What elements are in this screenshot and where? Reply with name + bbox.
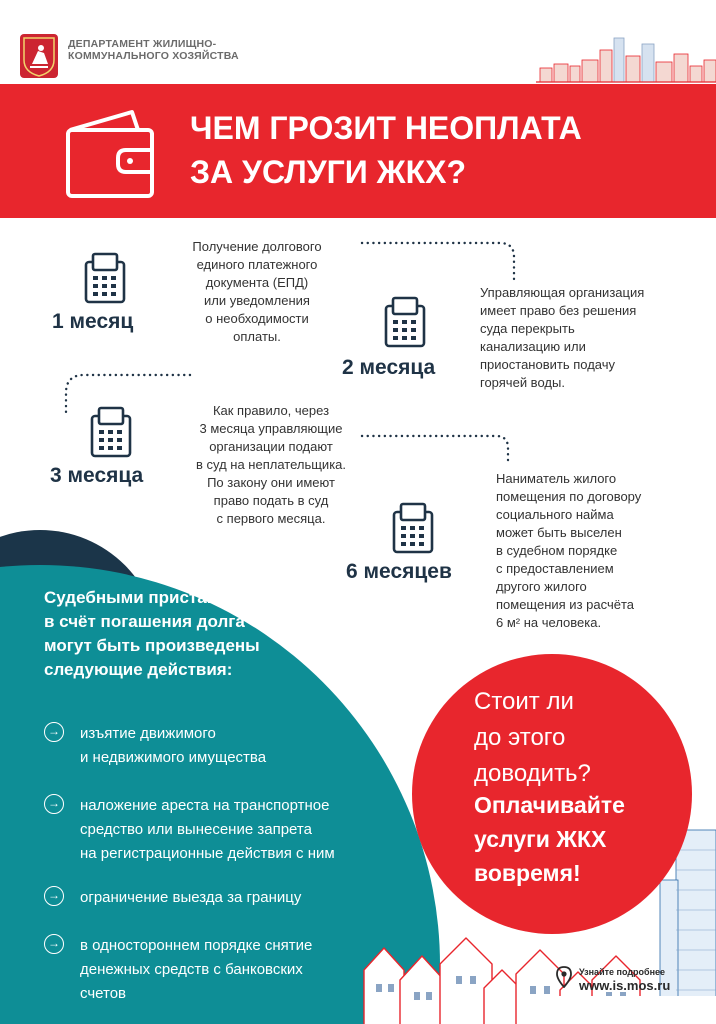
description-line: документа (ЕПД) [205,275,309,290]
description-line: о необходимости [205,311,309,326]
action-text-line: изъятие движимого [80,725,216,742]
page-title [190,106,710,194]
description-line: единого платежного [196,257,318,272]
website-link[interactable]: www.is.mos.ru [579,978,671,993]
description-line: может быть выселен [496,525,622,540]
cta-question [474,684,674,792]
description-line: Как правило, через [212,403,330,418]
skyline-illustration [536,36,716,84]
bailiffs-title-line: Судебными приставами [44,588,250,607]
department-name-line-2: КОММУНАЛЬНОГО ХОЗЯЙСТВА [68,50,239,62]
description-line: горячей воды. [480,375,565,390]
arrow-right-circle-icon: → [44,722,64,742]
bailiffs-title-line: могут быть произведены [44,636,260,655]
cta-call-line: услуги ЖКХ [474,826,607,852]
description-line: в судебном порядке [496,543,618,558]
arrow-right-circle-icon: → [44,794,64,814]
arrow-right-circle-icon: → [44,934,64,954]
action-text-line: средство или вынесение запрета [80,821,312,838]
description-line: Управляющая организация [480,285,645,300]
description-line: оплаты. [233,329,281,344]
period-label: 1 месяц [52,310,134,333]
action-text-line: счетов [80,985,127,1002]
wallet-icon [62,100,158,204]
bailiffs-title-line: следующие действия: [44,660,233,679]
department-name-line-1: ДЕПАРТАМЕНТ ЖИЛИЩНО- [68,38,217,50]
action-text [80,722,410,770]
description-line: или уведомления [204,293,310,308]
action-text-line: и недвижимого имущества [80,749,267,766]
action-text-line: на регистрационные действия с ним [80,845,335,862]
description-line: 6 м² на человека. [496,615,602,630]
action-text-line: денежных средств с банковских [80,961,303,978]
description-line: социального найма [496,507,614,522]
period-label: 6 месяцев [346,560,452,583]
title-banner [0,84,716,218]
receipt-document-icon [90,406,132,458]
bailiffs-title-line: в счёт погашения долга [44,612,245,631]
timeline-description [176,402,366,528]
description-line: с предоставлением [496,561,614,576]
cta-question-line: до этого [474,724,566,751]
description-line: приостановить подачу [480,357,616,372]
receipt-document-icon [392,502,434,554]
period-label: 2 месяца [342,356,436,379]
timeline-description [496,470,706,632]
description-line: другого жилого [496,579,587,594]
cta-question-line: доводить? [474,760,591,787]
action-text-line: наложение ареста на транспортное [80,797,330,814]
bailiff-action-item [44,722,414,772]
bailiff-action-item [44,934,414,1008]
description-line: имеет право без решения [480,303,637,318]
action-text-line: ограничение выезда за границу [80,889,302,906]
receipt-document-icon [84,252,126,304]
cta-call-line: Оплачивайте [474,792,625,818]
receipt-document-icon [384,296,426,348]
header [0,0,716,84]
page-title-line-2: ЗА УСЛУГИ ЖКХ? [190,154,466,190]
description-line: право подать в суд [213,493,329,508]
description-line: в суд на неплательщика. [195,457,347,472]
cta-call-line: вовремя! [474,860,581,886]
description-line: с первого месяца. [216,511,326,526]
description-line: 3 месяца управляющие [199,421,343,436]
description-line: канализацию или [480,339,586,354]
description-line: помещения по договору [496,489,642,504]
bailiffs-title [44,586,344,682]
bailiff-action-item [44,794,414,868]
action-text-line: в одностороннем порядке снятие [80,937,313,954]
page-title-line-1: ЧЕМ ГРОЗИТ НЕОПЛАТА [190,110,582,146]
department-name [68,38,298,62]
location-pin-icon [556,966,572,988]
description-line: По закону они имеют [207,475,335,490]
timeline-description [172,238,342,346]
cta-question-line: Стоит ли [474,688,574,715]
bailiff-action-item [44,886,414,912]
moscow-coat-of-arms-icon [20,34,58,78]
description-line: организации подают [209,439,333,454]
description-line: суда перекрыть [480,321,575,336]
description-line: помещения из расчёта [496,597,634,612]
arrow-right-circle-icon: → [44,886,64,906]
more-info-label: Узнайте подробнее [579,967,666,977]
timeline-description [480,284,680,392]
period-label: 3 месяца [50,464,144,487]
cta-call [474,788,684,890]
description-line: Наниматель жилого [496,471,617,486]
description-line: Получение долгового [192,239,322,254]
